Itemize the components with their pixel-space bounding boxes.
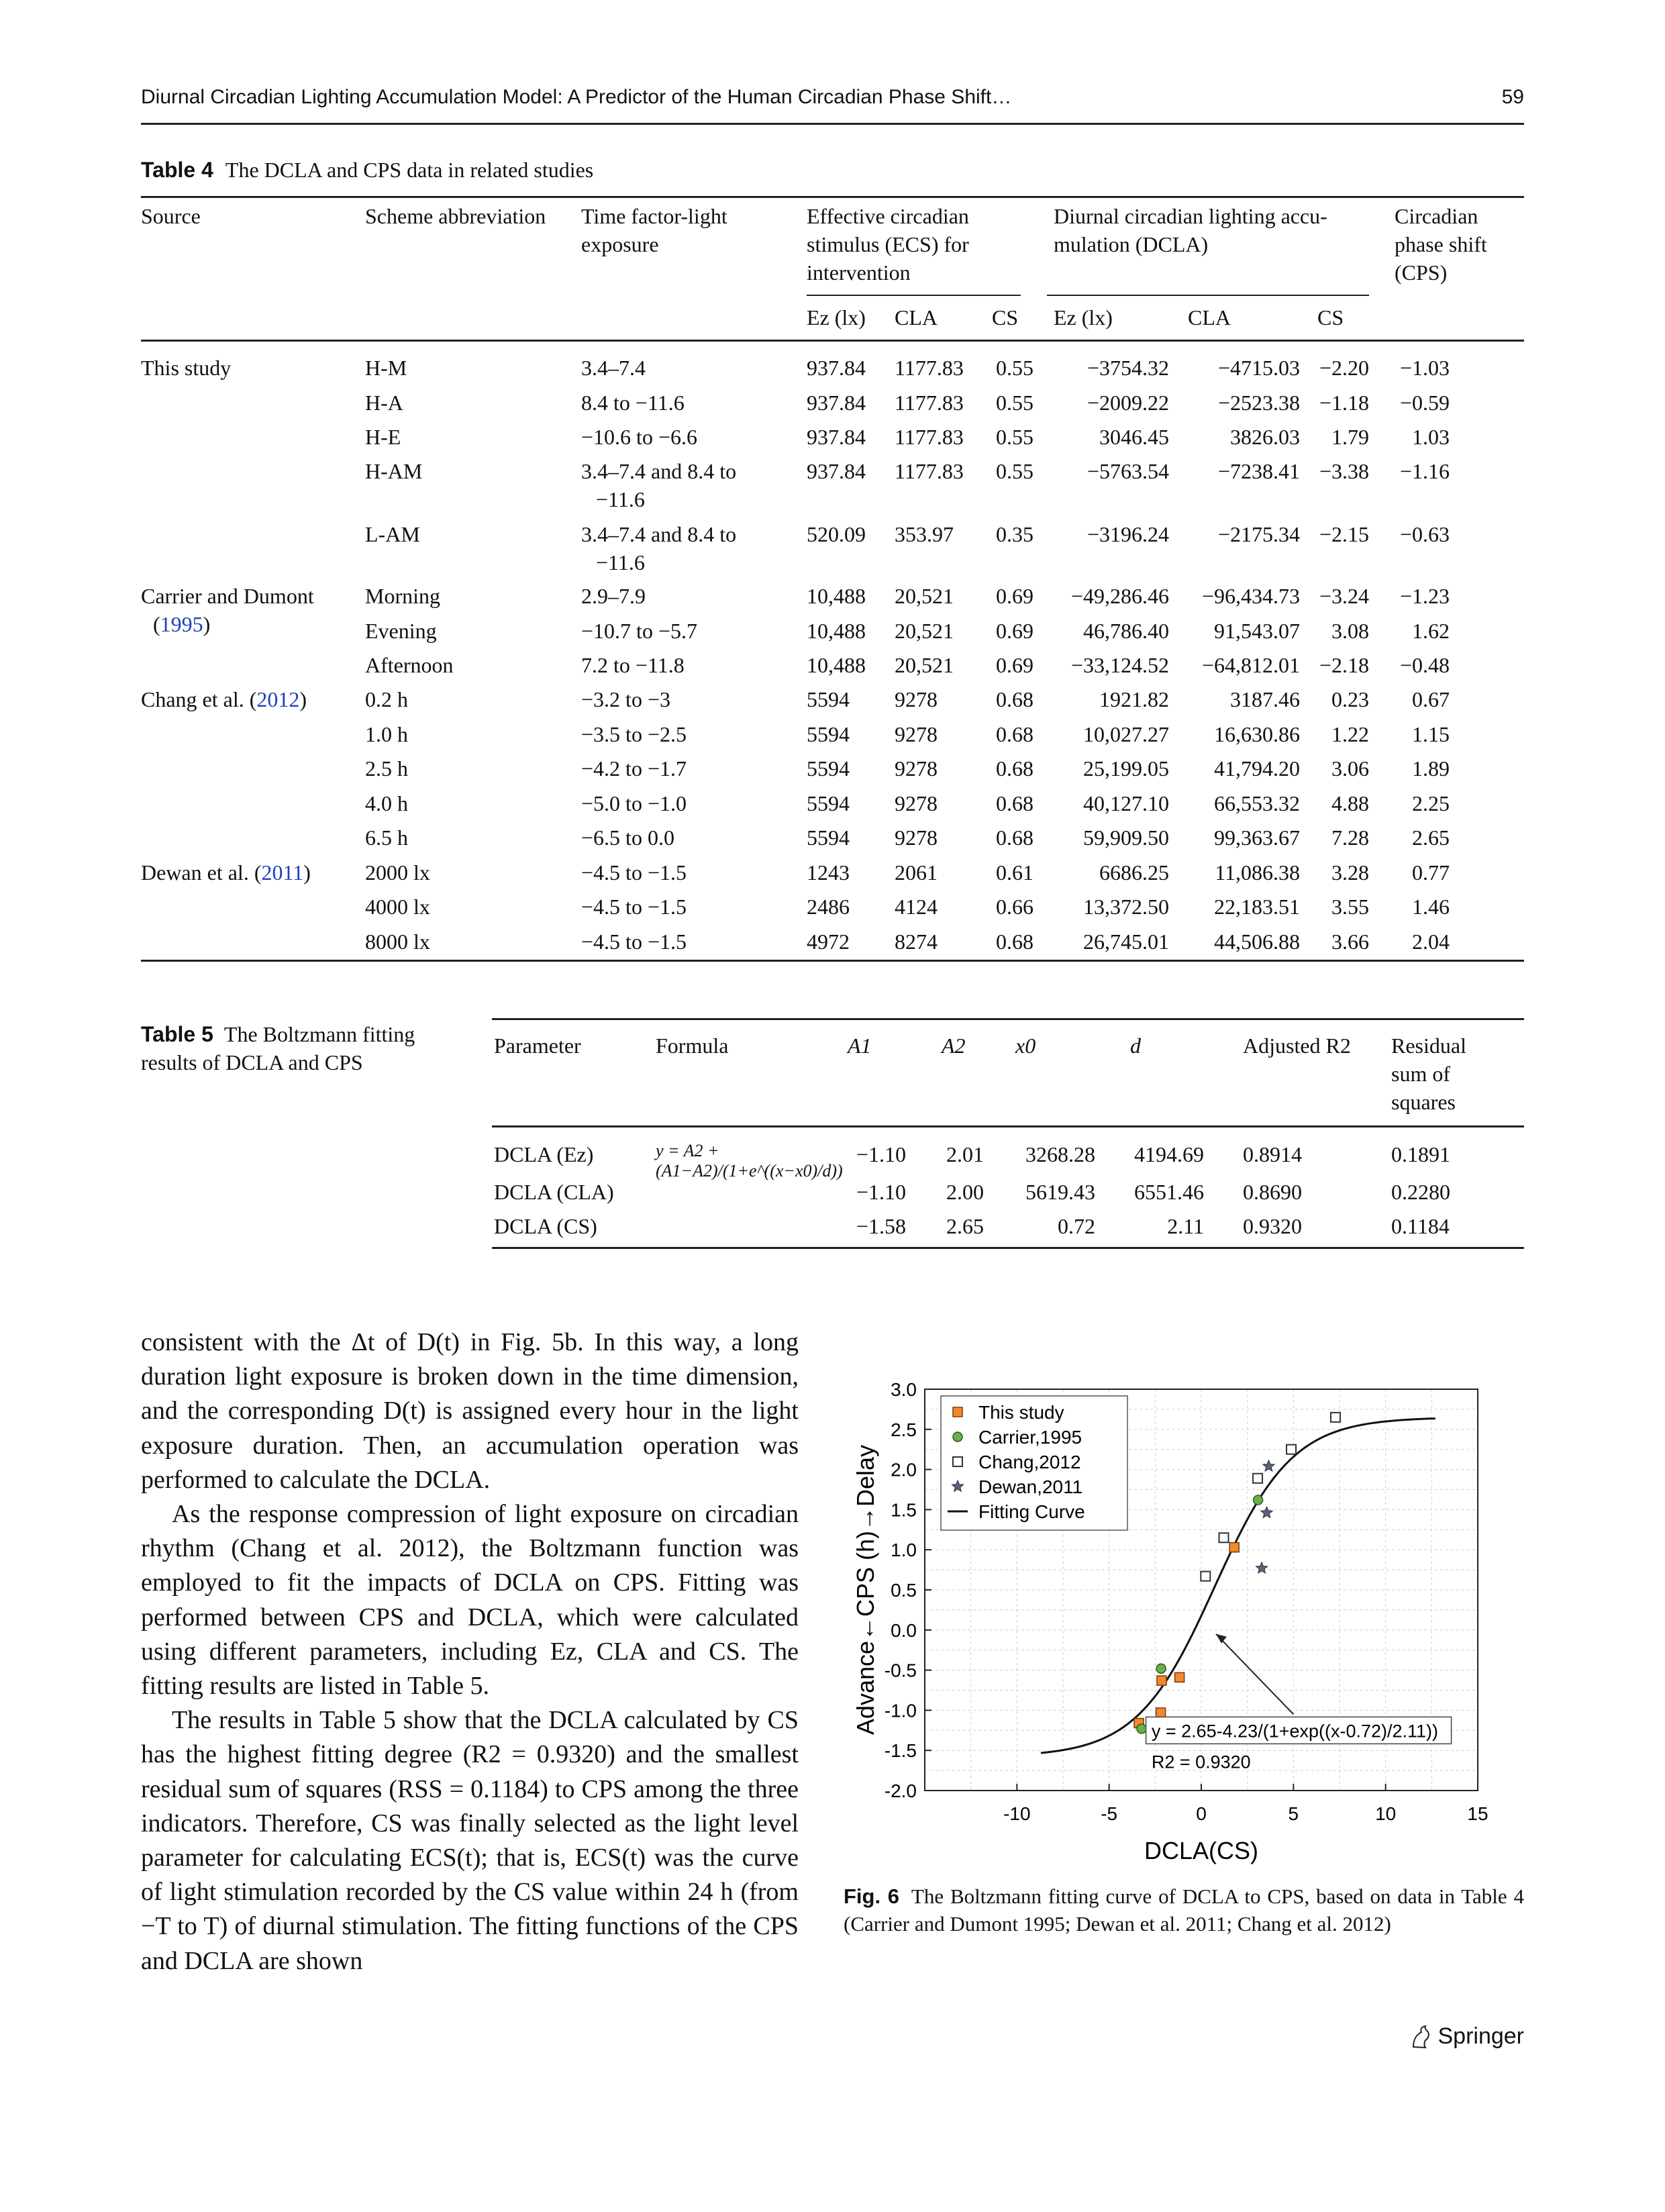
data-point — [1156, 1708, 1166, 1717]
table4-cell-dez: −3754.32 — [1087, 356, 1169, 380]
col-cps-2: phase shift — [1395, 232, 1487, 256]
table4-cell-cs: 0.68 — [996, 722, 1033, 746]
table4-cell-dcla: 91,543.07 — [1214, 619, 1300, 643]
table4-cell-dcs: −2.20 — [1319, 356, 1369, 380]
table5-cell-rss: 0.2280 — [1391, 1180, 1450, 1204]
table4-cell-cla: 1177.83 — [895, 391, 964, 415]
y-tick-label: 2.5 — [891, 1419, 917, 1440]
annotation-r2: R2 = 0.9320 — [1151, 1752, 1251, 1772]
table4-cell-scheme: 6.5 h — [365, 825, 408, 850]
data-point — [1219, 1533, 1229, 1542]
table4-cell-time: 7.2 to −11.8 — [581, 653, 685, 677]
y-tick-label: 2.0 — [891, 1459, 917, 1480]
table4-cell-scheme: H-E — [365, 425, 401, 449]
paragraph-1: consistent with the Δt of D(t) in Fig. 5b. In this way, a long duration light exposure is broken down in the time dimension, and the corresponding D(t) is assigned every hour in the light exposure duration. Then, an accumulation operation was performed to calculate the DCLA. — [141, 1328, 799, 1494]
table5-top-rule — [492, 1018, 1524, 1020]
table5-cell-r2: 0.9320 — [1243, 1214, 1302, 1238]
table4-cell-dcs: 7.28 — [1331, 825, 1369, 850]
table5-bottom-rule — [492, 1247, 1524, 1249]
figure-6 — [846, 1369, 1524, 1879]
legend-swatch — [953, 1407, 962, 1417]
table4-cell-cla: 9278 — [895, 756, 938, 781]
col-a1: A1 — [848, 1034, 872, 1058]
table4-cell-dez: −33,124.52 — [1070, 653, 1169, 677]
table4-cell-scheme: Evening — [365, 619, 437, 643]
table4-cell-time: −3.5 to −2.5 — [581, 722, 687, 746]
table4-ecs-rule — [807, 295, 1021, 296]
table4-cell-dcla: 44,506.88 — [1214, 929, 1300, 954]
table4-cell-dez: 1921.82 — [1099, 687, 1169, 711]
legend-label: Fitting Curve — [978, 1501, 1085, 1522]
table4-cell-cs: 0.68 — [996, 756, 1033, 781]
sub-cs-dcla: CS — [1317, 305, 1344, 330]
y-tick-label: 0.5 — [891, 1580, 917, 1601]
sub-ez-dcla: Ez (lx) — [1054, 305, 1113, 330]
publisher-name: Springer — [1437, 2023, 1524, 2049]
legend-swatch — [953, 1432, 962, 1442]
table4-cell-dcs: 3.06 — [1331, 756, 1369, 781]
table4-cell-dez: 25,199.05 — [1083, 756, 1169, 781]
table4-cell-cs: 0.35 — [996, 522, 1033, 546]
table5-cell-a1: −1.58 — [856, 1214, 906, 1238]
table4-cell-dcla: −2175.34 — [1217, 522, 1300, 546]
table4-cell-ez: 937.84 — [807, 425, 866, 449]
table4-cell-dcs: −2.15 — [1319, 522, 1369, 546]
springer-logo — [1409, 2023, 1524, 2050]
table4-caption — [141, 158, 593, 183]
data-point — [1201, 1572, 1210, 1581]
table4-cell-ez: 1243 — [807, 860, 850, 885]
table4-cell-dez: −2009.22 — [1087, 391, 1169, 415]
page-number: 59 — [1501, 86, 1524, 108]
data-point — [1157, 1676, 1166, 1685]
table4-cell-cla: 8274 — [895, 929, 938, 954]
table4-cell-dcla: −7238.41 — [1217, 459, 1300, 483]
x-tick-label: -10 — [1003, 1803, 1031, 1824]
table5-cell-a2: 2.01 — [946, 1142, 984, 1166]
table4-cell-dcs: 3.55 — [1331, 895, 1369, 919]
data-point — [1175, 1672, 1184, 1682]
table4-source — [141, 354, 231, 381]
table4-cell-cps: 2.25 — [1412, 791, 1450, 815]
data-point — [1229, 1543, 1239, 1552]
table4-cell-cps: −0.48 — [1399, 653, 1450, 677]
springer-horse-icon — [1409, 2024, 1432, 2050]
table5-cell-a1: −1.10 — [856, 1142, 906, 1166]
figure-label: Fig. 6 — [844, 1884, 900, 1908]
table4-cell-cs: 0.68 — [996, 929, 1033, 954]
data-point — [1253, 1474, 1262, 1483]
table4-cell-dez: −49,286.46 — [1070, 584, 1169, 608]
table4-cell-cps: 2.65 — [1412, 825, 1450, 850]
table4-cell-dcla: −2523.38 — [1217, 391, 1300, 415]
table4-cell-dez: 13,372.50 — [1083, 895, 1169, 919]
x-tick-label: -5 — [1101, 1803, 1118, 1824]
table4-cell-ez: 5594 — [807, 756, 850, 781]
boltzmann-formula: y = A2 + (A1−A2)/(1+e^((x−x0)/d)) — [656, 1141, 843, 1180]
col-rss-2: sum of — [1391, 1062, 1450, 1086]
table5-cell-r2: 0.8690 — [1243, 1180, 1302, 1204]
table4-cell-ez: 5594 — [807, 687, 850, 711]
table4-cell-cs: 0.55 — [996, 391, 1033, 415]
table4-cell-scheme: H-M — [365, 356, 407, 380]
col-cps-1: Circadian — [1395, 204, 1478, 228]
table5-cell-x0: 5619.43 — [1025, 1180, 1095, 1204]
col-d: d — [1130, 1034, 1141, 1058]
table4-cell-scheme: H-A — [365, 391, 403, 415]
table4-cell-cla: 20,521 — [895, 584, 954, 608]
source-text: Chang et al. ( — [141, 687, 257, 711]
table4-cell-cps: 1.46 — [1412, 895, 1450, 919]
x-tick-label: 15 — [1467, 1803, 1489, 1824]
table4-cell-time: −5.0 to −1.0 — [581, 791, 687, 815]
table4-cell-cps: 0.67 — [1412, 687, 1450, 711]
table4-cell-cs: 0.55 — [996, 459, 1033, 483]
table4-cell-cs: 0.68 — [996, 687, 1033, 711]
table4-cell-cs: 0.68 — [996, 825, 1033, 850]
header-rule — [141, 123, 1524, 125]
table4-cell-dcla: 3826.03 — [1230, 425, 1300, 449]
x-tick-label: 5 — [1288, 1803, 1299, 1824]
table5-label: Table 5 — [141, 1022, 213, 1046]
table4-cell-cla: 20,521 — [895, 653, 954, 677]
table4-cell-scheme: 1.0 h — [365, 722, 408, 746]
col-time-1: Time factor-light — [581, 204, 727, 228]
table4-cell-cla: 9278 — [895, 791, 938, 815]
table4-cell-time: −6.5 to 0.0 — [581, 825, 674, 850]
table4-cell-time: 3.4–7.4 — [581, 356, 646, 380]
table4-cell-cs: 0.69 — [996, 619, 1033, 643]
table4-cell-ez: 520.09 — [807, 522, 866, 546]
table4-cell-cla: 1177.83 — [895, 356, 964, 380]
col-adjusted-r2: Adjusted R2 — [1243, 1034, 1351, 1058]
table4-cell-cla: 9278 — [895, 687, 938, 711]
figure-caption-text: The Boltzmann fitting curve of DCLA to CPS, based on data in Table 4 (Carrier and Dumont 1995; Dewan et al. 2011; Chang et al. 2012) — [844, 1884, 1525, 1936]
table4-cell-dez: 59,909.50 — [1083, 825, 1169, 850]
table4-cell-cs: 0.69 — [996, 653, 1033, 677]
table4-cell-cps: 0.77 — [1412, 860, 1450, 885]
col-parameter: Parameter — [494, 1034, 581, 1058]
table4-cell-cps: 1.03 — [1412, 425, 1450, 449]
table5-cell-rss: 0.1184 — [1391, 1214, 1450, 1238]
table5-cell-rss: 0.1891 — [1391, 1142, 1450, 1166]
table4-cell-cps: −0.63 — [1399, 522, 1450, 546]
table4-cell-cla: 1177.83 — [895, 425, 964, 449]
legend-label: Dewan,2011 — [978, 1476, 1083, 1497]
annotation-arrow — [1216, 1634, 1293, 1715]
table4-cell-dez: 10,027.27 — [1083, 722, 1169, 746]
table4-cell-dez: 40,127.10 — [1083, 791, 1169, 815]
source-text: Carrier and Dumont — [141, 584, 314, 608]
table4-cell-cs: 0.68 — [996, 791, 1033, 815]
table4-cell-dcs: −3.38 — [1319, 459, 1369, 483]
table4-cell-ez: 10,488 — [807, 619, 866, 643]
table4-source: Chang et al. (2012) — [141, 687, 307, 711]
table4-cell-cps: 1.62 — [1412, 619, 1450, 643]
table4-cell-cs: 0.55 — [996, 425, 1033, 449]
table4-cell-dcla: 66,553.32 — [1214, 791, 1300, 815]
table4-title: The DCLA and CPS data in related studies — [225, 158, 594, 182]
sub-cs: CS — [992, 305, 1019, 330]
table4-cell-scheme: 4000 lx — [365, 895, 430, 919]
figure-caption — [844, 1882, 1524, 1938]
col-source: Source — [141, 204, 201, 228]
table4-cell-ez: 10,488 — [807, 653, 866, 677]
annotation-arrowhead — [1216, 1634, 1227, 1644]
table4-cell-dez: −3196.24 — [1087, 522, 1169, 546]
table4-cell-dcla: −64,812.01 — [1201, 653, 1300, 677]
table4-cell-dcs: 0.23 — [1331, 687, 1369, 711]
paragraph-2: As the response compression of light exposure on circadian rhythm (Chang et al. 2012), the Boltzmann function was employed to fit the impacts of DCLA on CPS. Fitting was performed between CPS and DCLA, which were calculated using different parameters, including Ez, CLA and CS. The fitting results are listed in Table 5. — [141, 1500, 799, 1701]
table4-cell-dcla: 22,183.51 — [1214, 895, 1300, 919]
data-point — [1331, 1413, 1340, 1422]
table4-cell-scheme: L-AM — [365, 522, 420, 546]
body-text — [141, 1325, 799, 1978]
table4-cell-cs: 0.66 — [996, 895, 1033, 919]
legend-label: This study — [978, 1402, 1064, 1423]
data-point — [1256, 1562, 1268, 1573]
table4-cell-time: 3.4–7.4 and 8.4 to — [581, 459, 737, 483]
table5-cell-parameter: DCLA (CS) — [494, 1214, 597, 1238]
col-dcla-2: mulation (DCLA) — [1054, 232, 1209, 256]
table4-cell-time: 3.4–7.4 and 8.4 to — [581, 522, 737, 546]
table4-cell-scheme: 8000 lx — [365, 929, 430, 954]
table4-cell-cla: 9278 — [895, 722, 938, 746]
table4-cell-ez: 4972 — [807, 929, 850, 954]
y-tick-label: -1.0 — [884, 1700, 917, 1721]
table4-cell-cla: 9278 — [895, 825, 938, 850]
table4-cell-dez: 6686.25 — [1099, 860, 1169, 885]
table4-cell-cps: −1.03 — [1399, 356, 1450, 380]
source-text: Dewan et al. ( — [141, 860, 262, 885]
table4-cell-time: −3.2 to −3 — [581, 687, 670, 711]
table4-cell-time: −4.5 to −1.5 — [581, 860, 687, 885]
table4-cell-ez: 5594 — [807, 825, 850, 850]
table4-cell-cla: 4124 — [895, 895, 938, 919]
data-point — [1254, 1495, 1263, 1505]
y-tick-label: -0.5 — [884, 1660, 917, 1681]
y-tick-label: 3.0 — [891, 1379, 917, 1400]
source-text: This study — [141, 356, 232, 380]
table5-cell-d: 2.11 — [1167, 1214, 1204, 1238]
table4-cell-scheme: H-AM — [365, 459, 423, 483]
table4-cell-scheme: 2.5 h — [365, 756, 408, 781]
table5-caption — [141, 1020, 450, 1076]
x-tick-label: 10 — [1375, 1803, 1397, 1824]
table5-head-rule — [492, 1125, 1524, 1127]
sub-ez: Ez (lx) — [807, 305, 866, 330]
table4-cell-cps: 1.15 — [1412, 722, 1450, 746]
table4-cell-dez: 3046.45 — [1099, 425, 1169, 449]
table4-cell-cps: −1.16 — [1399, 459, 1450, 483]
table4-cell-dcs: 3.08 — [1331, 619, 1369, 643]
table4-cell-cs: 0.61 — [996, 860, 1033, 885]
table4-cell-dcla: −4715.03 — [1217, 356, 1300, 380]
x-axis-title: DCLA(CS) — [1144, 1837, 1259, 1864]
table4-cell-cps: −1.23 — [1399, 584, 1450, 608]
table4-cell-scheme: Morning — [365, 584, 440, 608]
table4-cell-time: −4.5 to −1.5 — [581, 895, 687, 919]
table4-dcla-rule — [1047, 295, 1369, 296]
legend-label: Carrier,1995 — [978, 1427, 1082, 1448]
table4-cell-time: 8.4 to −11.6 — [581, 391, 685, 415]
col-formula: Formula — [656, 1034, 729, 1058]
table4-source-line2: (1995) — [153, 612, 211, 636]
table4-cell-time: −10.7 to −5.7 — [581, 619, 697, 643]
table4-cell-time: −4.5 to −1.5 — [581, 929, 687, 954]
legend-label: Chang,2012 — [978, 1452, 1081, 1472]
table4-source: Dewan et al. (2011) — [141, 860, 311, 885]
table4-cell-dcla: 3187.46 — [1230, 687, 1300, 711]
table4-cell-cs: 0.69 — [996, 584, 1033, 608]
table4-label: Table 4 — [141, 158, 213, 182]
col-x0: x0 — [1015, 1034, 1036, 1058]
table5-cell-x0: 0.72 — [1058, 1214, 1095, 1238]
annotation-equation: y = 2.65-4.23/(1+exp((x-0.72)/2.11)) — [1151, 1721, 1439, 1742]
table4-cell-dcs: 3.66 — [1331, 929, 1369, 954]
table4-cell-dez: −5763.54 — [1087, 459, 1169, 483]
table4-cell-ez: 937.84 — [807, 459, 866, 483]
table4-cell-scheme: 0.2 h — [365, 687, 408, 711]
table5-cell-r2: 0.8914 — [1243, 1142, 1302, 1166]
x-tick-label: 0 — [1196, 1803, 1207, 1824]
sub-cla: CLA — [895, 305, 938, 330]
table4-cell-time: −4.2 to −1.7 — [581, 756, 687, 781]
col-rss-1: Residual — [1391, 1034, 1466, 1058]
table4-cell-scheme: Afternoon — [365, 653, 454, 677]
data-point — [1261, 1507, 1272, 1517]
boltzmann-chart — [846, 1369, 1524, 1879]
table4-cell-cps: 2.04 — [1412, 929, 1450, 954]
table4-cell-time: 2.9–7.9 — [581, 584, 646, 608]
table4-cell-dez: 26,745.01 — [1083, 929, 1169, 954]
col-dcla-1: Diurnal circadian lighting accu- — [1054, 204, 1327, 228]
col-cps-3: (CPS) — [1395, 260, 1448, 285]
col-ecs-2: stimulus (ECS) for — [807, 232, 969, 256]
table4-cell-dcla: 99,363.67 — [1214, 825, 1300, 850]
citation-year-link[interactable]: 2011 — [261, 860, 304, 885]
table4-cell-dcs: −3.24 — [1319, 584, 1369, 608]
table4-cell-cps: −0.59 — [1399, 391, 1450, 415]
paragraph-3: The results in Table 5 show that the DCLA calculated by CS has the highest fitting degree (R2 = 0.9320) and the smallest residual sum of squares (RSS = 0.1184) to CPS among the three indicators. Therefore, CS was finally selected as the light level parameter for calculating ECS(t); that is, ECS(t) was the curve of light stimulation recorded by the CS value within 24 h (from −T to T) of diurnal stimulation. The fitting functions of the CPS and DCLA are shown — [141, 1706, 799, 1975]
sub-cla-dcla: CLA — [1188, 305, 1231, 330]
table4-cell-dcs: 4.88 — [1331, 791, 1369, 815]
y-tick-label: -2.0 — [884, 1780, 917, 1801]
table4-cell-cla: 1177.83 — [895, 459, 964, 483]
legend-swatch — [953, 1457, 962, 1466]
table5-title: The Boltzmann fitting results of DCLA and CPS — [141, 1022, 415, 1074]
table4-cell-dcs: 3.28 — [1331, 860, 1369, 885]
running-title: Diurnal Circadian Lighting Accumulation Model: A Predictor of the Human Circadian Phase Shift… — [141, 86, 1012, 108]
table4-source — [141, 583, 314, 609]
table4-cell-dcs: 1.79 — [1331, 425, 1369, 449]
table4-cell-scheme: 4.0 h — [365, 791, 408, 815]
table4-cell-dez: 46,786.40 — [1083, 619, 1169, 643]
table4-cell-dcla: 11,086.38 — [1215, 860, 1300, 885]
table4-cell-ez: 937.84 — [807, 356, 866, 380]
table4-cell-cs: 0.55 — [996, 356, 1033, 380]
table4-bottom-rule — [141, 960, 1524, 962]
y-tick-label: 0.0 — [891, 1619, 917, 1641]
col-a2: A2 — [942, 1034, 966, 1058]
table4-cell-dcla: 16,630.86 — [1214, 722, 1300, 746]
table4-top-rule — [141, 196, 1524, 198]
table4-cell-time-cont: −11.6 — [596, 487, 645, 511]
table5-cell-d: 6551.46 — [1134, 1180, 1204, 1204]
col-rss-3: squares — [1391, 1090, 1456, 1114]
y-tick-label: 1.0 — [891, 1540, 917, 1561]
table5-cell-parameter: DCLA (CLA) — [494, 1180, 614, 1204]
table4-head-rule — [141, 340, 1524, 342]
table5-cell-a2: 2.00 — [946, 1180, 984, 1204]
col-ecs-1: Effective circadian — [807, 204, 969, 228]
table4-cell-ez: 937.84 — [807, 391, 866, 415]
table4-cell-scheme: 2000 lx — [365, 860, 430, 885]
table4-cell-ez: 5594 — [807, 722, 850, 746]
data-point — [1156, 1664, 1166, 1673]
table4-cell-dcs: −1.18 — [1319, 391, 1369, 415]
table4-cell-cla: 353.97 — [895, 522, 954, 546]
col-time-2: exposure — [581, 232, 659, 256]
table4-cell-cps: 1.89 — [1412, 756, 1450, 781]
y-axis-title: Advance←CPS (h)→Delay — [852, 1444, 879, 1736]
table5-cell-a1: −1.10 — [856, 1180, 906, 1204]
table5-cell-d: 4194.69 — [1134, 1142, 1204, 1166]
y-tick-label: -1.5 — [884, 1740, 917, 1762]
table4-cell-dcs: 1.22 — [1331, 722, 1369, 746]
col-ecs-3: intervention — [807, 260, 911, 285]
col-scheme: Scheme abbreviation — [365, 204, 546, 228]
citation-year-link[interactable]: 1995 — [160, 612, 203, 636]
table5-cell-parameter: DCLA (Ez) — [494, 1142, 594, 1166]
table4-cell-dcla: −96,434.73 — [1201, 584, 1300, 608]
table4-cell-dcla: 41,794.20 — [1214, 756, 1300, 781]
table4-cell-cla: 20,521 — [895, 619, 954, 643]
data-point — [1286, 1445, 1296, 1454]
y-tick-label: 1.5 — [891, 1499, 917, 1521]
table5-cell-x0: 3268.28 — [1025, 1142, 1095, 1166]
table4-cell-ez: 2486 — [807, 895, 850, 919]
citation-year-link[interactable]: 2012 — [256, 687, 300, 711]
table4-cell-time-cont: −11.6 — [596, 550, 645, 574]
table4-cell-ez: 5594 — [807, 791, 850, 815]
table4-cell-dcs: −2.18 — [1319, 653, 1369, 677]
table4-cell-ez: 10,488 — [807, 584, 866, 608]
data-point — [1137, 1724, 1146, 1733]
table4-cell-time: −10.6 to −6.6 — [581, 425, 697, 449]
table4-cell-cla: 2061 — [895, 860, 938, 885]
table5-cell-a2: 2.65 — [946, 1214, 984, 1238]
